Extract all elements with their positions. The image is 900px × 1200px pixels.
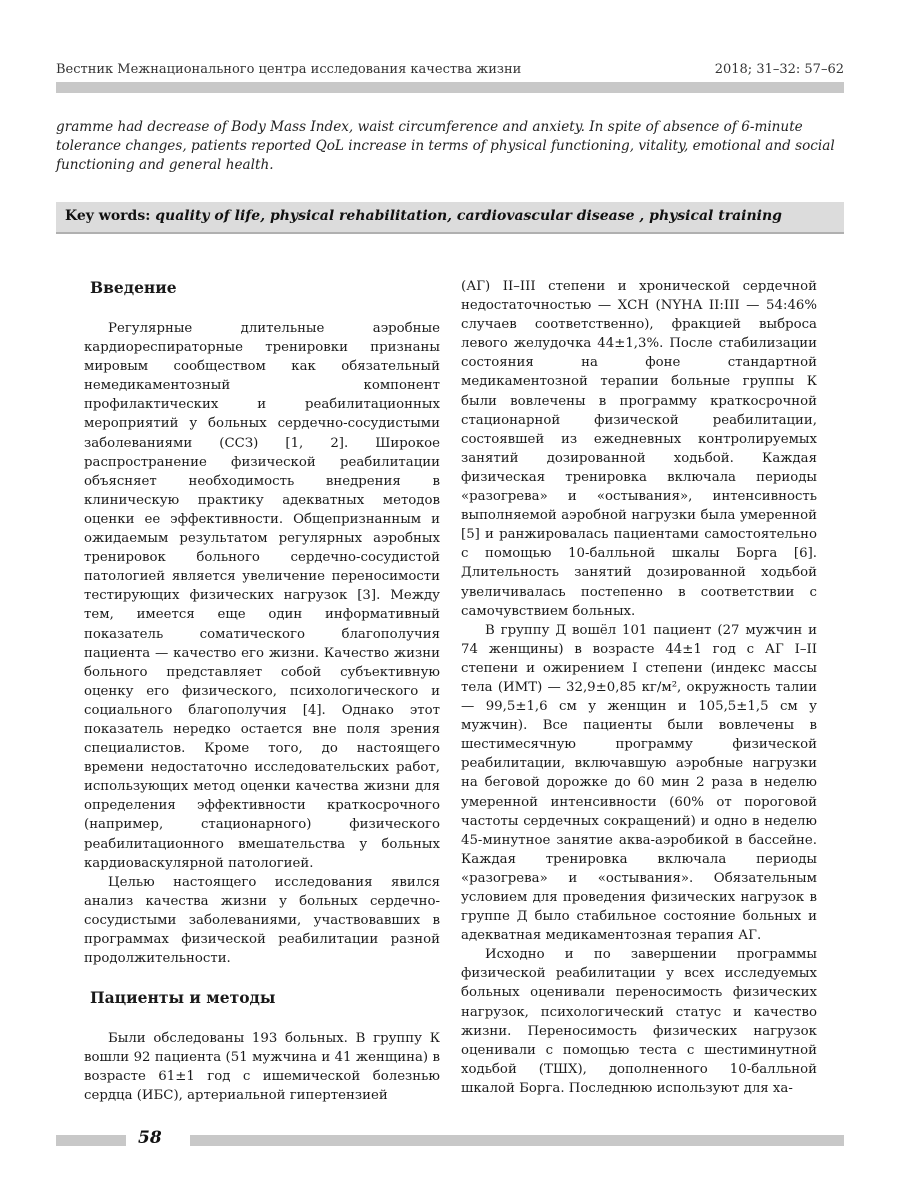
methods-paragraph-2: В группу Д вошёл 101 пациент (27 мужчин и 74 женщины) в возрасте 44±1 год с АГ I–II степени и ожирением I степени (индекс массы тела (ИМТ) — 32,9±0,85 кг/м², окружность талии — 99,5±1,6 см у женщин и 105,5±1,5 см у мужчин). Все пациенты были вовлечены в шестимесячную программу физической реабилитации, включавшую аэробные нагрузки на беговой дорожке до 60 мин 2 раза в неделю умеренной интенсивности (60% от пороговой частоты сердечных сокращений) и одно в неделю 45-минутное занятие аква-аэробикой в бассейне. Каждая тренировка включала периоды «разогрева» и «остывания». Обязательным условием для проведения физических нагрузок в группе Д было стабильное состояние больных и адекватная медикаментозная терапия АГ. <box>461 622 817 944</box>
methods-paragraph-3: Исходно и по завершении программы физической реабилитации у всех исследуемых больных оценивали переносимость физических нагрузок, психологический статус и качество жизни. Переносимость физических нагрузок оценивали с помощью теста с шестиминутной ходьбой (ТШХ), дополненного 10-балльной шкалой Борга. Последнюю используют для ха- <box>461 947 817 1096</box>
intro-paragraph-1: Регулярные длительные аэробные кардиореспираторные тренировки признаны мировым сообществом как обязательный немедикаментозный компонент профилактических и реабилитационных мероприятий у больных сердечно-сосудистыми заболеваниями (ССЗ) [1, 2]. Широкое распространение физической реабилитации объясняет необходимость внедрения в клиническую практику адекватных методов оценки ее эффективности. Общепризнанным и ожидаемым результатом регулярных аэробных тренировок больного сердечно-сосудистой патологией является увеличение переносимости тестирующих физических нагрузок [3]. Между тем, имеется еще один информативный показатель соматического благополучия пациента — качество его жизни. Качество жизни больного представляет собой субъективную оценку его физического, психологического и социального благополучия [4]. Однако этот показатель нередко остается вне поля зрения специалистов. Кроме того, до настоящего времени недостаточно исследовательских работ, использующих метод оценки качества жизни для определения эффективности краткосрочного (например, стационарного) физического реабилитационного вмешательства у больных кардиоваскулярной патологией. <box>84 321 440 871</box>
left-column <box>84 278 440 1106</box>
footer-rule-right <box>190 1135 844 1146</box>
keywords-box <box>56 202 844 234</box>
keywords-terms: quality of life, physical rehabilitation, cardiovascular disease , physical training <box>155 208 782 224</box>
intro-paragraph-2: Целью настоящего исследования явился анализ качества жизни у больных сердечно-сосудистыми заболеваниями, участвовавших в программах физической реабилитации разной продолжительности. <box>84 874 440 967</box>
issue-info: 2018; 31–32: 57–62 <box>714 62 844 77</box>
journal-title: Вестник Межнационального центра исследования качества жизни <box>56 62 522 77</box>
abstract-tail: gramme had decrease of Body Mass Index, waist circumference and anxiety. In spite of absence of 6-minute tolerance changes, patients reported QoL increase in terms of physical functioning, vitality, emotional and social functioning and general health. <box>56 119 835 173</box>
header-rule <box>56 82 844 93</box>
methods-heading: Пациенты и методы <box>90 988 276 1008</box>
footer-rule-left <box>56 1135 126 1146</box>
methods-paragraph-1-continued: (АГ) II–III степени и хронической сердечной недостаточностью — ХСН (NYHA II:III — 54:46% случаев соответственно), фракцией выброса левого желудочка 44±1,3%. После стабилизации состояния на фоне стандартной медикаментозной терапии больные группы К были вовлечены в программу краткосрочной стационарной физической реабилитации, состоявшей из ежедневных контролируемых занятий дозированной ходьбой. Каждая физическая тренировка включала периоды «разогрева» и «остывания», интенсивность выполняемой аэробной нагрузки была умеренной [5] и ранжировалась пациентами самостоятельно с помощью 10-балльной шкалы Борга [6]. Длительность занятий дозированной ходьбой увеличивалась постепенно в соответствии с самочувствием больных. <box>461 279 817 619</box>
intro-heading: Введение <box>90 278 177 297</box>
page-number: 58 <box>138 1128 162 1148</box>
running-header <box>56 62 844 77</box>
right-column <box>461 277 817 1098</box>
methods-paragraph-1: Были обследованы 193 больных. В группу К вошли 92 пациента (51 мужчина и 41 женщина) в возрасте 61±1 год с ишемической болезнью сердца (ИБС), артериальной гипертензией <box>84 1031 440 1104</box>
keywords-label: Key words: <box>65 208 151 224</box>
